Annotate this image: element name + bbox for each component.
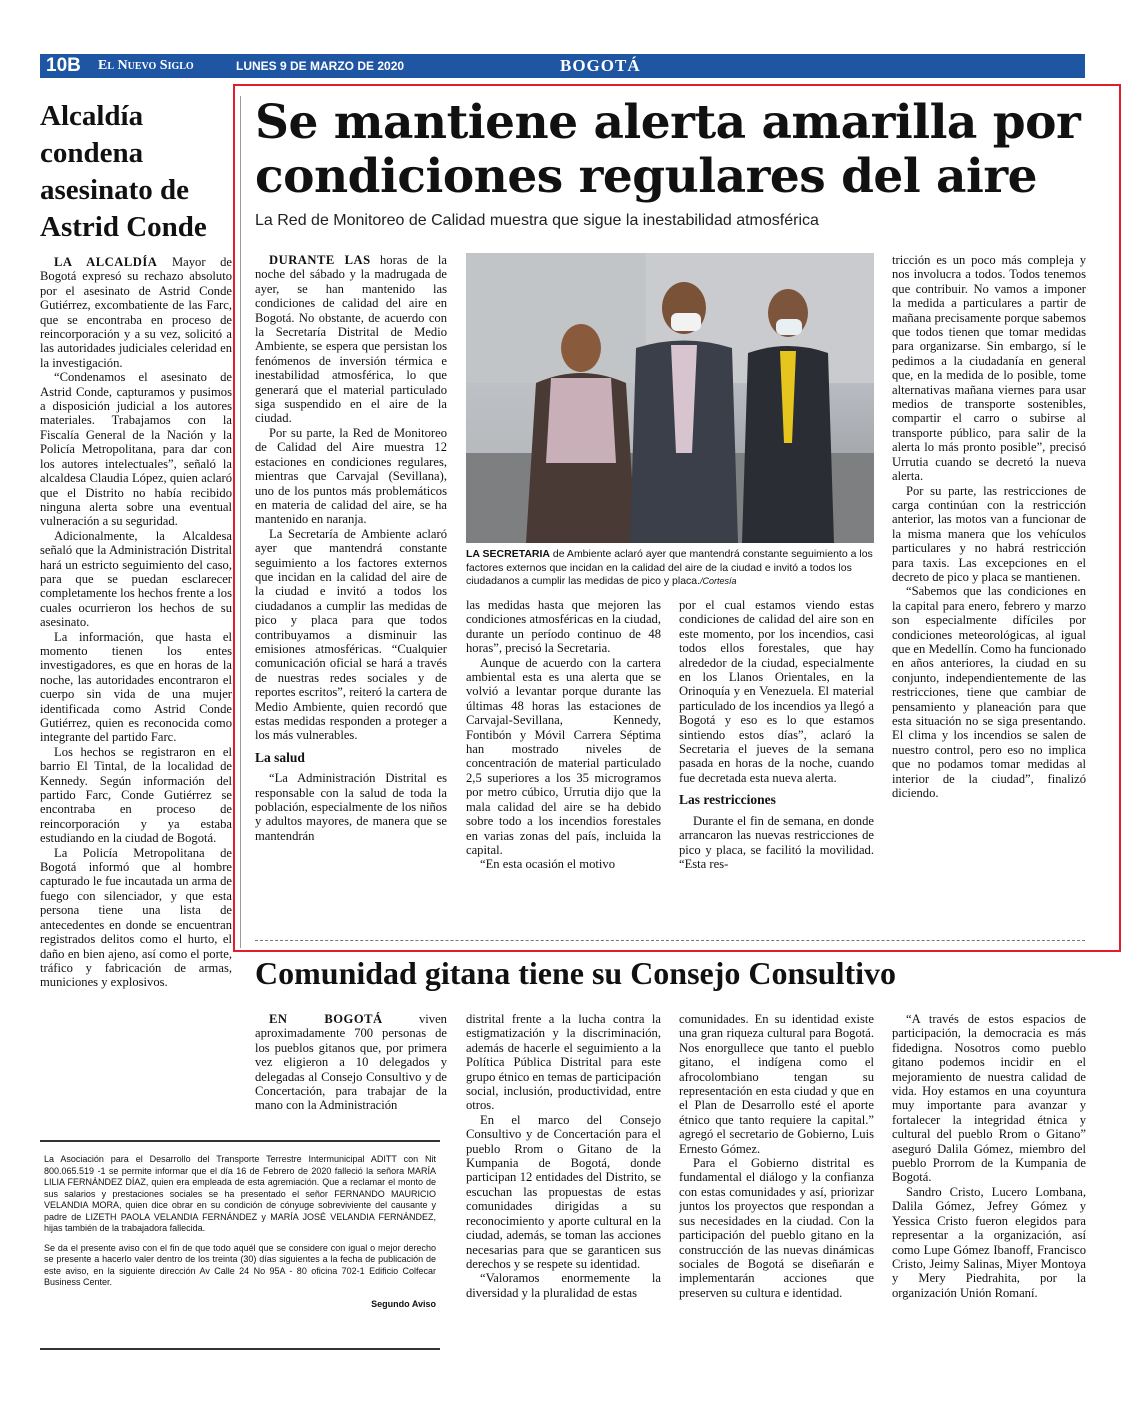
subhead-salud: La salud [255, 749, 305, 765]
photo-caption [466, 548, 874, 589]
second-article-col-3 [679, 1012, 874, 1352]
paragraph: Los hechos se registraron en el barrio El Tintal, de la localidad de Kennedy. Según información del partido Farc, Conde Gutiérrez se encontraba en proceso de reincorporación y ya estaba estudiando en la ciudad de Bogotá. [40, 744, 232, 846]
paragraph: comunidades. En su identidad existe una gran riqueza cultural para Bogotá. Nos enorgullece que tanto el pueblo gitano, el indígena como el afrocolombiano tengan su representación en esta ciudad y que en el Plan de Desarrollo esté el aporte étnico que tanto requiere la capital.” agregó el secretario de Gobierno, Luis Ernesto Gómez. [679, 1012, 874, 1156]
main-headline: Se mantiene alerta amarilla por condiciones regulares del aire [255, 95, 1081, 204]
second-article-col-4 [892, 1012, 1086, 1352]
page-header [40, 54, 1085, 78]
paragraph: Durante el fin de semana, en donde arrancaron las nuevas restricciones de pico y placa, se facilitó la movilidad. “Esta res- [679, 813, 874, 871]
paragraph: Por su parte, la Red de Monitoreo de Calidad del Aire muestra 12 estaciones en condiciones regulares, mientras que Carvajal (Sevillana), uno de los puntos más problemáticos en materia de calidad del aire, se ha mantenido en naranja. [255, 425, 447, 527]
main-article-col-3 [679, 598, 874, 933]
lead-word: EN BOGOTÁ [269, 1012, 383, 1026]
paragraph: “Sabemos que las condiciones en la capital para enero, febrero y marzo son especialmente difíciles por condiciones meteorológicas, al igual que en Medellín. Como ha funcionado en años anteriores, la ciudad en su conjunto, independientemente de las restricciones, tiene que cambiar de pensamiento y planeación para que esta situación no se siga presentando. El clima y los incendios se salen de nuestro control, pero eso no implica que no podamos tomar medidas al interior de la ciudad”, finalizó diciendo. [892, 584, 1086, 801]
caption-lead: LA SECRETARIA [466, 548, 550, 560]
paragraph: La información, que hasta el momento tienen los entes investigadores, es que en horas de la noche, las autoridades encontraron el cuerpo sin vida de una mujer identificada como Astrid Conde Gutiérrez, quien es reconocida como integrante del partido Farc. [40, 629, 232, 745]
second-article-col-2 [466, 1012, 661, 1352]
paragraph: La Secretaría de Ambiente aclaró ayer que mantendrá constante seguimiento a los factores externos que incidan en la calidad del aire de la ciudad e invitó a todos los ciudadanos a cumplir las medidas de pico y placa para que todos contribuyamos a disminuir las emisiones atmosféricas. “Cualquier comunicación oficial se hará a través de nuestras redes sociales y de reportes escritos”, reiteró la cartera de Medio Ambiente, quien recordó que estas medidas responden a proteger a los más vulnerables. [255, 526, 447, 743]
paragraph: “La Administración Distrital es responsable con la salud de toda la población, especialmente de los niños y adultos mayores, de manera que se mantendrán [255, 771, 447, 843]
paragraph: Adicionalmente, la Alcaldesa señaló que la Administración Distrital hará un estricto seguimiento del caso, para que se puedan esclarecer completamente los hechos frente a los cuales ocurrieron los hechos de su asesinato. [40, 528, 232, 630]
paragraph: Sandro Cristo, Lucero Lombana, Dalila Gómez, Jefrey Gómez y Yessica Cristo fueron elegidos para representar a la organización, así como Lupe Gómez Ibanoff, Francisco Cristo, Jeimy Salinas, Miyer Montoya y Mery Piedrahita, por la organización Unión Romaní. [892, 1184, 1086, 1300]
paragraph: por el cual estamos viendo estas condiciones de calidad del aire son en este momento, por los incendios, casi todos ellos forestales, que hay alrededor de la ciudad, especialmente en los Llanos Orientales, en la Orinoquía y en Venezuela. El material particulado de los incendios ya llegó a Bogotá y eso es lo que estamos sintiendo estos días”, aclaró la Secretaria el jueves de la semana pasada en horas de la noche, cuando fue decretada esta nueva alerta. [679, 598, 874, 785]
subhead-restricciones: Las restricciones [679, 792, 776, 808]
article-photo [466, 253, 874, 543]
page-number: 10B [40, 54, 87, 78]
article-separator [255, 940, 1085, 941]
paragraph: “Valoramos enormemente la diversidad y la pluralidad de estas [466, 1271, 661, 1300]
left-article-body [40, 255, 232, 1135]
notice-signature: Segundo Aviso [371, 1298, 436, 1309]
main-article-col-4 [892, 253, 1086, 933]
newspaper-name: El Nuevo Siglo [98, 58, 194, 73]
second-article-lead: EN BOGOTÁ viven aproximadamente 700 personas de los pueblos gitanos que, por primera vez eligieron a 10 delegados y delegadas al Consejo Consultivo y de Concertación, para trabajar de la mano con la Administración [255, 1012, 447, 1113]
paragraph: tricción es un poco más compleja y nos involucra a todos. Todos tenemos que contribuir. No vamos a imponer la medida a particulares a partir de mañana precisamente porque sabemos que todos tienen que tomar medidas para organizarse. Sin embargo, sí le pedimos a la ciudadanía en general que, en la medida de lo posible, tome alternativas mañana viernes para usar medios de transporte sostenibles, compartir el carro o subirse al transporte público, para salir de la alerta lo más pronto posible”, precisó Urrutia cuando se decretó la nueva alerta. [892, 253, 1086, 484]
column-divider [240, 96, 241, 948]
paragraph: Por su parte, las restricciones de carga continúan con la restricción anterior, las motos van a funcionar de la misma manera que los vehículos particulares y no habrá restricción para taxis. Las excepciones en el decreto de pico y placa se mantienen. [892, 483, 1086, 584]
paragraph: En el marco del Consejo Consultivo y de Concertación para el pueblo Rrom o Gitano de la Kumpania de Bogotá, donde participan 12 entidades del Distrito, se escuchan las propuestas de estas comunidades dirigidas a su reconocimiento y aporte cultural en la ciudad, además, se toman las acciones necesarias para que se garanticen sus derechos y se respete su identidad. [466, 1112, 661, 1271]
paragraph: La Policía Metropolitana de Bogotá informó que al hombre capturado le fue incautada un arma de fuego con silenciador, y que esta persona tiene una lista de antecedentes en donde se encuentran registrados delitos como el hurto, el daño en bien ajeno, así como el porte, tráfico y fabricación de armas, municiones y explosivos. [40, 845, 232, 990]
section-name: BOGOTÁ [560, 56, 641, 75]
notice-paragraph: Se da el presente aviso con el fin de que todo aquél que se considere con igual o mejor derecho se presente a hacerlo valer dentro de los treinta (30) días siguientes a la fecha de publicación de este aviso, en la siguiente dirección Av Calle 24 No 95A - 80 oficina 702-1 Edificio Colfecar Business Center. [44, 1242, 436, 1287]
paragraph: las medidas hasta que mejoren las condiciones atmosféricas en la ciudad, durante un período continuo de 48 horas”, precisó la Secretaria. [466, 598, 661, 656]
paragraph: “En esta ocasión el motivo [480, 857, 615, 872]
lead-word: LA ALCALDÍA [54, 255, 158, 269]
left-article-lead: LA ALCALDÍA Mayor de Bogotá expresó su rechazo absoluto por el asesinato de Astrid Conde Gutiérrez, excombatiente de las Farc, que se encontraba en proceso de reincorporación y a su vez, solicitó a las autoridades judiciales celeridad en la investigación. [40, 255, 232, 370]
notice-paragraph: La Asociación para el Desarrollo del Transporte Terrestre Intermunicipal ADITT con Nit 800.065.519 -1 se permite informar que el día 16 de Febrero de 2020 falleció la señora MARÍA LILIA FERNÁNDEZ DÍAZ, quien era empleada de esta agremiación. Que a reclamar el monto de sus salarios y prestaciones sociales se ha presentado el señor FERNANDO MAURICIO VELANDIA MORA, quien dice obrar en su condición de cónyuge sobreviviente del causante y padre de LIZETH PAOLA VELANDIA FERNÁNDEZ y MARÍA JOSÉ VELANDIA FERNÁNDEZ, hijas también de la trabajadora fallecida. [44, 1154, 436, 1233]
caption-text: de Ambiente aclaró ayer que mantendrá constante seguimiento a los factores externos que incidan en la calidad del aire de la ciudad e invitó a todos los ciudadanos a cumplir las medidas de pico y placa. [466, 548, 873, 587]
paragraph: “Condenamos el asesinato de Astrid Conde, capturamos y pusimos a disposición judicial a los autores materiales. Trabajamos con la Fiscalía General de la Nación y la Policía Metropolitana, para dar con los autores intelectuales”, señaló la alcaldesa Claudia López, quien aclaró que el Distrito no había recibido ninguna alerta sobre una eventual vulneración a su seguridad. [40, 370, 232, 529]
main-article-col-2 [466, 598, 661, 933]
main-article-lead: DURANTE LAS horas de la noche del sábado y la madrugada de ayer, se han mantenido las condiciones de calidad del aire en Bogotá. No obstante, de acuerdo con la Secretaría Distrital de Medio Ambiente, se espera que persistan los fenómenos de inversión térmica e inestabilidad atmosférica, lo que generará que el material particulado siga suspendido en el aire de la ciudad. [255, 253, 447, 426]
photo-illustration [466, 253, 874, 543]
paragraph: Para el Gobierno distrital es fundamental el diálogo y la confianza con estas comunidades y así, priorizar juntos los proyectos que respondan a sus necesidades en la ciudad. Con la participación del pueblo gitano en la construcción de las nuevas dinámicas sociales de Bogotá se diseñarán e implementarán acciones que preserven su cultura e identidad. [679, 1156, 874, 1300]
second-article-col-1 [255, 1012, 447, 1137]
paragraph: Aunque de acuerdo con la cartera ambiental esta es una alerta que se volvió a levantar porque durante las últimas 48 horas las estaciones de Carvajal-Sevillana, Kennedy, Fontibón y Móvil Carrera Séptima han mostrado niveles de concentración de material particulado 2,5 superiores a los 35 microgramos por metro cúbico, Urrutia dijo que la mala calidad del aire se ha debido sobre todo a los incendios forestales en varias zonas del país, incluida la capital. [466, 655, 661, 857]
paragraph: distrital frente a la lucha contra la estigmatización y la discriminación, además de hacerle el seguimiento a la Política Pública Distrital para este grupo étnico en temas de participación social, inclusión, productividad, entre otros. [466, 1012, 661, 1113]
legal-notice [40, 1140, 440, 1350]
second-headline: Comunidad gitana tiene su Consejo Consultivo [255, 955, 896, 991]
main-subtitle: La Red de Monitoreo de Calidad muestra que sigue la inestabilidad atmosférica [255, 212, 819, 229]
photo-credit: /Cortesía [700, 576, 737, 586]
issue-date: LUNES 9 DE MARZO DE 2020 [236, 59, 405, 73]
main-article-col-1 [255, 253, 447, 933]
left-article-headline: Alcaldía condena asesinato de Astrid Conde [40, 100, 207, 243]
paragraph: “A través de estos espacios de participación, la democracia es más fidedigna. Nosotros como pueblo gitano podemos incidir en el mejoramiento de nuestra calidad de vida. Hoy estamos en una coyuntura muy importante para avanzar y fortalecer la integridad étnica y cultural del pueblo Rrom o Gitano” aseguró Dalila Gómez, miembro del pueblo Prorrom de la Kumpania de Bogotá. [892, 1012, 1086, 1185]
lead-word: DURANTE LAS [269, 253, 371, 267]
